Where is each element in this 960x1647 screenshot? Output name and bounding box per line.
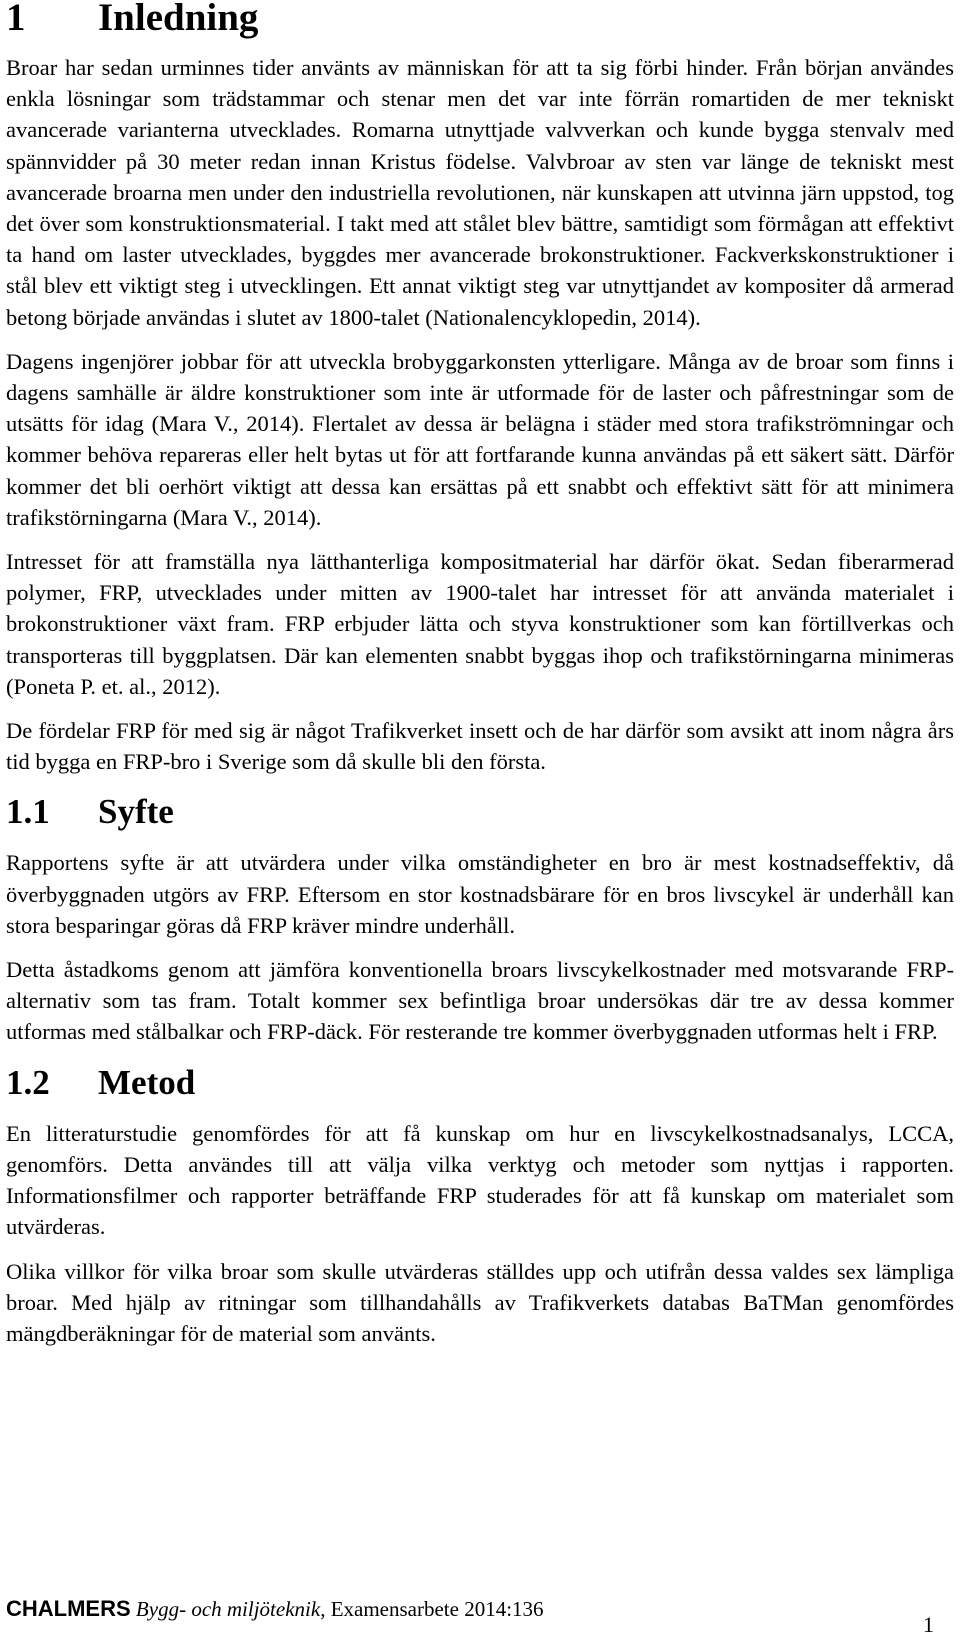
section-title: Syfte — [98, 792, 174, 832]
section-number: 1.2 — [6, 1062, 50, 1102]
metod-paragraph-2: Olika villkor för vilka broar som skulle utvärderas ställdes upp och utifrån dessa valdes sex lämpliga broar. Med hjälp av ritningar som tillhandahålls av Trafikverkets databas BaTMan genomfördes mängdberäkningar för de material som använts. — [6, 1258, 954, 1346]
syfte-paragraph-2: Detta åstadkoms genom att jämföra konventionella broars livscykelkostnader med motsvarande FRP-alternativ som tas fram. Totalt kommer sex befintliga broar undersökas där tre av dessa kommer utformas med stålbalkar och FRP-däck. För resterande tre kommer överbyggnaden utformas helt i FRP. — [6, 957, 954, 1045]
intro-paragraph-1: Broar har sedan urminnes tider använts av människan för att ta sig förbi hinder. Från början användes enkla lösningar som trädstammar och stenar men det var inte förrän romartiden de mer tekniskt avancerade varianterna utvecklades. Romarna utnyttjade valvverkan och kunde bygga stenvalv med spännvidder på 30 meter redan innan Kristus födelse. Valvbroar av sten var länge de tekniskt mest avancerade broarna men under den industriella revolutionen, när kunskapen att utvinna järn uppstod, tog det över som konstruktionsmaterial. I takt med att stålet blev bättre, samtidigt som förmågan att effektivt ta hand om laster utvecklades, byggdes mer avancerade brokonstruktioner. Fackverkskonstruktioner i stål blev ett viktigt steg i utvecklingen. Ett annat viktigt steg var utnyttjandet av kompositer då armerad betong började användas i slutet av 1800-talet (Nationalencyklopedin, 2014). — [6, 55, 954, 330]
section-number: 1.1 — [6, 792, 50, 832]
intro-paragraph-3: Intresset för att framställa nya lätthanterliga kompositmaterial har därför ökat. Sedan fiberarmerad polymer, FRP, utvecklades under mitten av 1900-talet har intresset för att använda materialet i brokonstruktioner växt fram. FRP erbjuder lätta och styva konstruktioner som kan förtillverkas och transporteras till byggplatsen. Där kan elementen snabbt byggas ihop och trafikstörningarna minimeras (Poneta P. et. al., 2012). — [6, 549, 954, 699]
intro-paragraph-2: Dagens ingenjörer jobbar för att utveckla brobyggarkonsten ytterligare. Många av de broar som finns i dagens samhälle är äldre konstruktioner som inte är utformade för de laster och påfrestningar som de utsätts för idag (Mara V., 2014). Flertalet av dessa är belägna i städer med stora trafikströmningar och kommer behöva repareras eller helt bytas ut för att fortfarande kunna användas på ett säkert sätt. Därför kommer det bli oerhört viktigt att dessa kan ersättas på ett snabbt och effektivt sätt för att minimera trafikstörningarna (Mara V., 2014). — [6, 348, 954, 530]
section-heading-syfte — [6, 791, 954, 833]
chapter-heading — [6, 0, 954, 39]
chapter-number: 1 — [6, 0, 26, 39]
page-number: 1 — [923, 1612, 934, 1637]
footer-report: , Examensarbete 2014:136 — [320, 1597, 544, 1621]
page-footer — [6, 1596, 544, 1622]
footer-brand: CHALMERS — [6, 1596, 131, 1621]
footer-department: Bygg- och miljöteknik — [135, 1597, 321, 1621]
chapter-title: Inledning — [98, 0, 259, 39]
metod-paragraph-1: En litteraturstudie genomfördes för att få kunskap om hur en livscykelkostnadsanalys, LCCA, genomförs. Detta användes till att välja vilka verktyg och metoder som nyttjas i rapporten. Informationsfilmer och rapporter beträffande FRP studerades för att få kunskap om materialet som utvärderas. — [6, 1120, 954, 1240]
intro-paragraph-4: De fördelar FRP för med sig är något Trafikverket insett och de har därför som avsikt att inom några års tid bygga en FRP-bro i Sverige som då skulle bli den första. — [6, 718, 954, 775]
syfte-paragraph-1: Rapportens syfte är att utvärdera under vilka omständigheter en bro är mest kostnadseffektiv, då överbyggnaden utgörs av FRP. Eftersom en stor kostnadsbärare för en bros livscykel är underhåll kan stora besparingar göras då FRP kräver mindre underhåll. — [6, 850, 954, 938]
document-page — [6, 0, 954, 1349]
section-heading-metod — [6, 1062, 954, 1104]
section-title: Metod — [98, 1062, 196, 1102]
